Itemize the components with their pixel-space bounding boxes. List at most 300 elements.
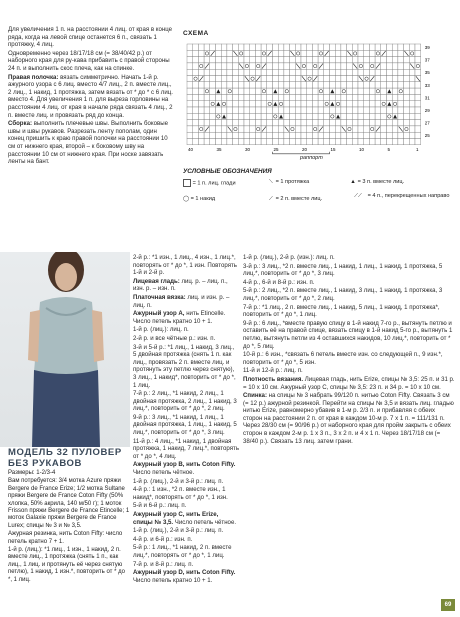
empty-square-icon [183,179,191,187]
chart-cell [290,63,296,69]
chart-cell [198,101,204,107]
chart-cell [392,139,398,145]
chart-cell [193,126,199,132]
chart-cell [307,69,313,75]
chart-cell [330,57,336,63]
chart-cell [284,82,290,88]
chart-cell [347,57,353,63]
chart-cell [210,120,216,126]
paragraph: Плотность вязания. Лицевая гладь, нить Erize, спицы № 3,5: 25 п. и 31 р. = 10 х 10 см. Ажурный узор С, спицы № 3,5: 23 п. и 34 р. = 10 х 10 см. [243,375,455,391]
chart-cell [341,76,347,82]
chart-cell [318,120,324,126]
chart-cell [392,63,398,69]
chart-cell [381,63,387,69]
chart-cell [341,82,347,88]
chart-cell [415,132,421,138]
chart-cell [238,57,244,63]
chart-cell [318,69,324,75]
chart-cell [324,88,330,94]
chart-cell [227,44,233,50]
top-left-text-block [8,26,174,167]
chart-cell [307,107,313,113]
chart-cell [290,139,296,145]
chart-cell [238,44,244,50]
chart-cell [210,44,216,50]
chart-cell [312,94,318,100]
chart-cell [330,126,336,132]
legend-title: УСЛОВНЫЕ ОБОЗНАЧЕНИЯ [183,168,272,175]
chart-cell [307,44,313,50]
chart-cell [261,88,267,94]
chart-cell [216,76,222,82]
chart-cell [324,44,330,50]
paragraph: 11-й и 12-й р.: лиц. п. [243,367,303,375]
chart-cell [187,50,193,56]
paragraph: 9-й р.: 6 лиц., *вместе правую спицу в 1-й накид 7-го р., вытянуть петлю и оставить её на правой спице, вязать спицу в 1-й накид 5-го р., вытянуть 1 петлю, вытянуть петли из 4 оставшихся накидов, 10 лиц.*, повторить от * до *, 5 лиц. [243,319,453,350]
chart-cell [284,63,290,69]
chart-cell [267,63,273,69]
chart-cell [330,94,336,100]
rapport-label: раппорт [300,155,323,161]
chart-cell [301,63,307,69]
chart-cell [193,82,199,88]
chart-cell [227,57,233,63]
paragraph: 1-й р. (лиц.), 2-й р. (изн.): лиц. п. [243,254,335,261]
chart-cell [352,120,358,126]
chart-cell [352,94,358,100]
chart-cell [233,88,239,94]
chart-cell [381,94,387,100]
chart-cell [221,82,227,88]
chart-cell [364,76,370,82]
chart-cell [387,132,393,138]
rapport-bracket [273,152,330,154]
chart-cell [198,44,204,50]
chart-cell [404,44,410,50]
chart-cell [267,120,273,126]
chart-cell [358,120,364,126]
chart-cell [347,139,353,145]
chart-cell [278,94,284,100]
chart-cell [244,107,250,113]
chart-cell [204,69,210,75]
chart-cell [278,126,284,132]
chart-cell [204,113,210,119]
chart-cell [284,44,290,50]
chart-cell [352,44,358,50]
chart-cell [409,88,415,94]
chart-cell [387,82,393,88]
chart-cell [238,120,244,126]
chart-cell [204,94,210,100]
chart-cell [409,44,415,50]
chart-cell [358,94,364,100]
chart-cell [404,132,410,138]
chart-cell [398,101,404,107]
row-labels [425,45,431,138]
chart-cell [307,82,313,88]
chart-cell [318,107,324,113]
chart-cell [341,101,347,107]
chart-cell [278,107,284,113]
chart-cell [221,88,227,94]
chart-cell [187,76,193,82]
chart-cell [358,50,364,56]
chart-cell [335,94,341,100]
chart-cell [347,69,353,75]
chart-cell [244,132,250,138]
chart-cell [307,88,313,94]
chart-cell [250,132,256,138]
middle-text-column [133,254,239,585]
chart-cell [198,82,204,88]
paragraph: 7-й р. и 8-й р.: лиц. п. [133,560,194,568]
paragraph: 4-й р. и 6-й р.: изн. п. [133,535,193,543]
chart-cell [187,69,193,75]
paragraph: Ажурный узор А, нить Etincelle. Число петель кратно 10 + 1. [133,310,226,325]
chart-cell [369,94,375,100]
chart-cell [364,69,370,75]
chart-cell [221,76,227,82]
chart-cell [352,132,358,138]
chart-cell [198,63,204,69]
chart-cell [278,44,284,50]
chart-cell [295,120,301,126]
chart-cell [233,101,239,107]
chart-cell [392,88,398,94]
chart-cell [278,132,284,138]
chart-cell [284,57,290,63]
chart-cell [398,69,404,75]
chart-cell [307,126,313,132]
chart-cell [409,50,415,56]
chart-cell [221,139,227,145]
chart-cell [312,107,318,113]
chart-cell [244,82,250,88]
chart-cell [210,113,216,119]
chart-cell [335,57,341,63]
chart-cell [290,76,296,82]
chart-cell [261,57,267,63]
chart-cell [364,132,370,138]
chart-cell [404,88,410,94]
chart-cell [216,69,222,75]
chart-cell [409,120,415,126]
chart-cell [295,44,301,50]
chart-cell [312,132,318,138]
chart-cell [347,94,353,100]
chart-cell [227,63,233,69]
chart-cell [398,113,404,119]
chart-cell [204,76,210,82]
paragraph: 2-й р.: *1 изн., 1 лиц., 4 изн., 1 лиц.*, повторять от * до *, 1 изн. Повторять 1-й и 2-й р. [133,254,237,277]
chart-cell [415,101,421,107]
chart-cell [330,113,336,119]
chart-cell [295,101,301,107]
chart-cell [341,120,347,126]
paragraph: 2-й р. и все чётные р.: изн. п. [133,334,216,342]
chart-cell [233,113,239,119]
chart-cell [301,132,307,138]
paragraph: 5-й р.: 2 лиц., *2 п. вместе лиц., 1 накид, 3 лиц., 1 накид, 1 протяжка, 3 лиц.*, повторить от * до *, 2 лиц. [243,287,443,302]
paragraph: Лицевая гладь: лиц. р. – лиц. п., изн. р. – изн. п. [133,277,228,293]
chart-cell [233,57,239,63]
chart-cell [250,94,256,100]
paragraph: Ажурный узор С, нить Erize, спицы № 3,5. Число петель чётное. [133,511,237,526]
chart-cell [267,107,273,113]
chart-cell [404,107,410,113]
chart-cell [301,50,307,56]
legend-item-3tog: ▲ = 3 п. вместе лиц. [350,179,405,185]
chart-cell [250,69,256,75]
chart-cell [415,44,421,50]
chart-cell [369,132,375,138]
chart-cell [284,132,290,138]
schema-title: СХЕМА [183,30,209,37]
chart-cell [255,107,261,113]
chart-cell [358,139,364,145]
chart-cell [381,120,387,126]
paragraph: Для увеличения 1 п. на расстоянии 4 лиц. от края в конце ряда, когда на левой спице останется 6 п., связать 1 протяжку, 4 лиц. [8,26,173,49]
chart-cell [233,76,239,82]
chart-cell [273,113,279,119]
chart-cell [381,107,387,113]
chart-cell [227,101,233,107]
chart-cell [261,82,267,88]
chart-cell [255,126,261,132]
chart-cell [187,57,193,63]
chart-cell [233,107,239,113]
chart-cell [335,63,341,69]
chart-cell [301,94,307,100]
chart-cell [409,82,415,88]
model-figure-image [0,252,130,447]
chart-cell [284,94,290,100]
chart-cell [255,132,261,138]
chart-cell [267,57,273,63]
chart-cell [387,69,393,75]
chart-cell [187,120,193,126]
chart-cell [290,69,296,75]
chart-cell [198,88,204,94]
chart-cell [273,126,279,132]
chart-cell [364,120,370,126]
chart-cell [369,120,375,126]
chart-cell [301,82,307,88]
chart-cell [352,69,358,75]
chart-cell [227,50,233,56]
chart-cell [324,139,330,145]
chart-cell [244,69,250,75]
legend-item-yo: ◯ = 1 накид [183,196,216,202]
chart-cell [221,94,227,100]
chart-cell [244,57,250,63]
chart-cell [415,94,421,100]
chart-cell [330,50,336,56]
chart-cell [204,101,210,107]
chart-cell [387,76,393,82]
chart-cell [364,44,370,50]
chart-cell [273,69,279,75]
chart-cell [409,94,415,100]
chart-cell [335,88,341,94]
bottom-labels [188,147,419,154]
chart-cell [238,101,244,107]
chart-cell [369,107,375,113]
chart-cell [381,82,387,88]
chart-cell [278,120,284,126]
chart-cell [210,76,216,82]
chart-cell [244,113,250,119]
chart-cell [290,44,296,50]
chart-cell [375,120,381,126]
chart-cell [250,101,256,107]
chart-cell [409,113,415,119]
chart-cell [210,82,216,88]
chart-cell [352,82,358,88]
chart-cell [295,69,301,75]
chart-cell [295,50,301,56]
chart-cell [387,126,393,132]
paragraph: Ажурная резинка, нить Coton Fifty: число петель кратно 7 + 1. [8,531,123,545]
chart-cell [307,139,313,145]
chart-cell [210,132,216,138]
chart-cell [278,63,284,69]
chart-cell [238,82,244,88]
chart-cell [216,50,222,56]
column-label: 35 [216,146,222,152]
chart-cell [221,120,227,126]
chart-cell [210,107,216,113]
chart-cell [352,139,358,145]
chart-cell [261,107,267,113]
chart-cell [352,50,358,56]
chart-cell [364,126,370,132]
chart-cell [387,94,393,100]
chart-cell [216,44,222,50]
chart-cell [307,101,313,107]
chart-cell [233,69,239,75]
chart-cell [404,82,410,88]
chart-cell [335,139,341,145]
chart-cell [198,69,204,75]
chart-cell [273,120,279,126]
chart-cell [307,94,313,100]
chart-cell [193,101,199,107]
chart-cell [227,76,233,82]
chart-cell [398,57,404,63]
chart-cell [238,107,244,113]
chart-cell [318,82,324,88]
chart-cell [392,126,398,132]
chart-cell [187,82,193,88]
chart-cell [273,57,279,63]
paragraph: Вам потребуется: 3/4 мотка Azure пряжи Bergere de France Erize; 1/2 мотка Sultane пряжи Bergere de France Coton Fifty (50% хлопка, 50% акрила, 140 м/50 г); 1 моток Frisson пряжи Bergere de France Etincelle; 1 моток Galaxie пряжи Bergere de France Lurex; спицы № 3 и № 3,5. [8,478,130,529]
chart-cell [204,44,210,50]
chart-cell [404,63,410,69]
chart-cell [324,132,330,138]
chart-cell [392,76,398,82]
chart-cell [375,132,381,138]
page-number: 69 [441,599,455,611]
chart-cell [312,63,318,69]
chart-cell [387,107,393,113]
chart-cell [392,44,398,50]
chart-cell [210,69,216,75]
chart-cell [295,107,301,113]
chart-cell [369,44,375,50]
chart-cell [267,44,273,50]
chart-cell [284,120,290,126]
chart-cell [290,107,296,113]
chart-cell [221,63,227,69]
chart-cell [267,139,273,145]
chart-cell [284,69,290,75]
chart-cell [335,126,341,132]
chart-cell [290,57,296,63]
chart-cell [244,94,250,100]
chart-cell [341,113,347,119]
chart-cell [255,113,261,119]
chart-cell [198,113,204,119]
chart-cell [335,69,341,75]
chart-cell [324,69,330,75]
chart-cell [250,120,256,126]
chart-cell [409,57,415,63]
chart-cell [358,57,364,63]
chart-cell [255,63,261,69]
chart-cell [267,126,273,132]
chart-cell [295,126,301,132]
chart-cell [267,113,273,119]
chart-cell [341,50,347,56]
chart-cell [409,101,415,107]
chart-cell [250,50,256,56]
chart-cell [392,101,398,107]
chart-cell [204,139,210,145]
chart-cell [238,94,244,100]
chart-cell [238,76,244,82]
chart-cell [301,126,307,132]
chart-cell [392,132,398,138]
chart-cell [216,82,222,88]
chart-cell [295,94,301,100]
chart-cell [369,63,375,69]
chart-cell [273,44,279,50]
chart-cell [193,88,199,94]
chart-cell [324,76,330,82]
chart-cell [307,132,313,138]
chart-cell [347,113,353,119]
chart-cell [233,139,239,145]
chart-cell [404,139,410,145]
chart-cell [250,126,256,132]
chart-cell [358,113,364,119]
chart-cell [347,126,353,132]
row-label: 33 [424,82,430,88]
chart-cell [398,139,404,145]
chart-cell [318,44,324,50]
chart-cell [307,113,313,119]
chart-cell [227,132,233,138]
chart-cell [290,88,296,94]
chart-cell [221,126,227,132]
chart-cell [392,120,398,126]
slash-left-icon: ⟍ [269,179,273,185]
chart-cell [210,57,216,63]
chart-cell [193,76,199,82]
chart-cell [284,76,290,82]
